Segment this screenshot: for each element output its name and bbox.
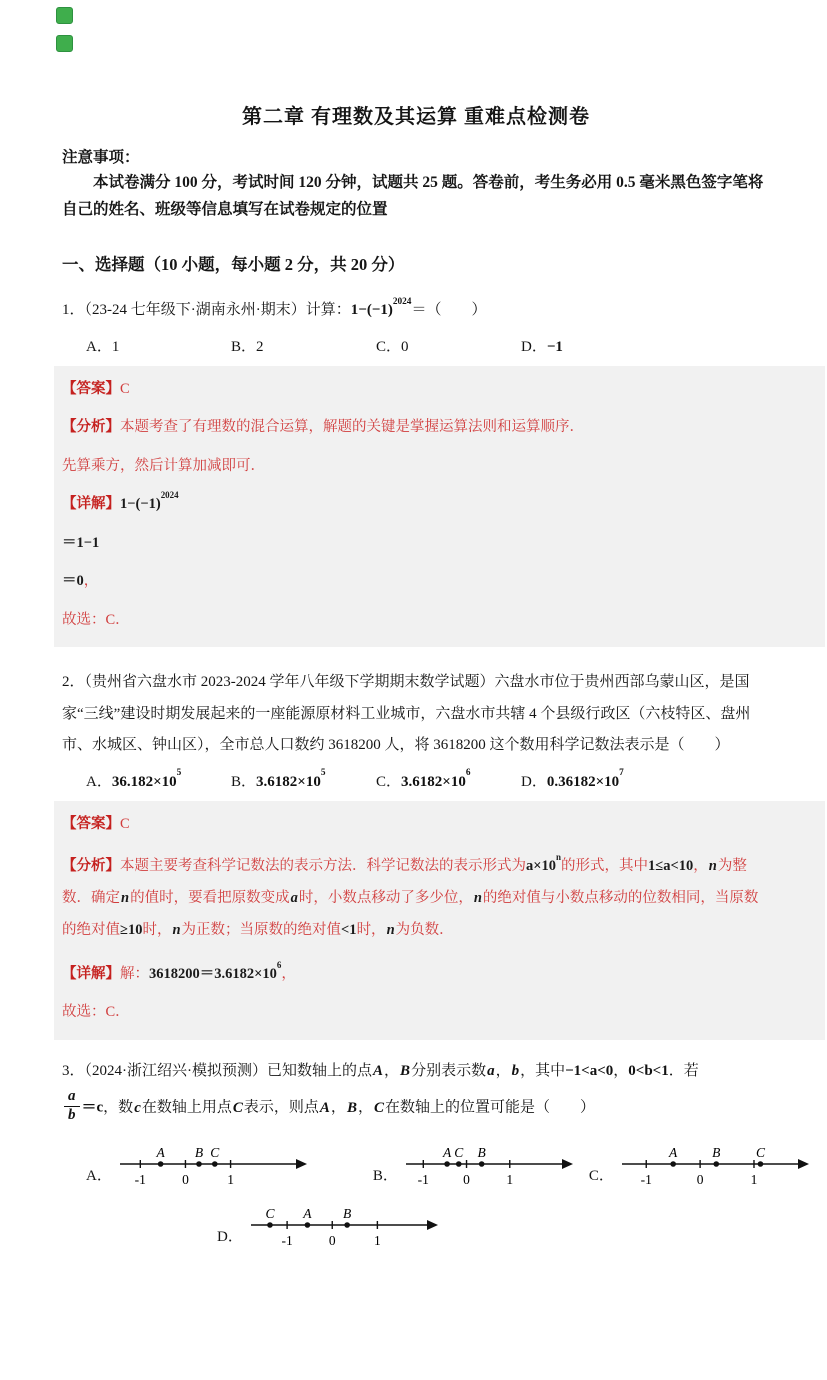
option-label: B． [372, 1167, 398, 1184]
option-label: D． [217, 1228, 243, 1245]
option-label: B． [231, 773, 257, 790]
svg-text:B: B [477, 1144, 486, 1160]
question-1-stem [62, 295, 770, 327]
option-label: C． [588, 1167, 614, 1184]
detail-marker: 【详解】 [62, 965, 120, 982]
question-3-text-2: ，数c在数轴上用点C表示，则点A，B，C在数轴上的位置可能是（ ） [103, 1099, 595, 1116]
question-3-stem [62, 1056, 770, 1088]
option-label: C． [376, 338, 402, 355]
option-value: $3.6182\times 10^5$ [256, 768, 326, 790]
question-3-option-d [217, 1205, 442, 1260]
option-value: 1 [111, 338, 120, 355]
answer-value: C [120, 815, 130, 832]
svg-text:0: 0 [696, 1171, 704, 1187]
solution-step [62, 524, 770, 562]
question-1-option-b [231, 335, 376, 356]
svg-text:A: A [156, 1144, 165, 1160]
svg-text:0: 0 [463, 1171, 470, 1187]
numberline-diagram-a [116, 1144, 311, 1199]
option-label: D． [521, 773, 547, 790]
svg-text:0: 0 [181, 1171, 189, 1187]
answer-value: C [120, 380, 130, 397]
svg-text:-1: -1 [281, 1232, 293, 1248]
analysis-line [62, 408, 770, 446]
answer-line [62, 805, 770, 843]
analysis-text: 本题主要考查科学记数法的表示方法．科学记数法的表示形式为$a\times 10^n$的形式，其中1≤a<10，n为整数．确定n的值时，要看把原数变成a时，小数点移动了多少位，n的绝对值与小数点移动的位数相同，当原数的绝对值≥10时，n为正数；当原数的绝对值<1时，n为负数． [62, 852, 759, 938]
analysis-marker: 【分析】 [62, 858, 120, 874]
detail-line [62, 955, 770, 993]
question-2-text: （贵州省六盘水市 2023-2024 学年八年级下学期期末数学试题）六盘水市位于贵州西部乌蒙山区，是国家“三线”建设时期发展起来的一座能源原材料工业城市，六盘水市共辖 4 个县级行政区（六枝特区、盘州市、水城区、钟山区），全市总人口数约 3618200 人，将 3618200 这个数用科学记数法表示是（ ） [62, 674, 751, 754]
question-1-options [62, 335, 770, 356]
section-heading: 一、选择题（10 小题，每小题 2 分，共 20 分） [62, 255, 405, 275]
svg-text:C: C [755, 1144, 765, 1160]
svg-text:C: C [210, 1144, 220, 1160]
answer-marker: 【答案】 [62, 380, 120, 397]
question-3-option-c [589, 1144, 813, 1199]
option-label: D． [521, 338, 547, 355]
svg-text:0: 0 [328, 1232, 336, 1248]
fraction-numerator: a [64, 1089, 80, 1107]
conclusion-text: 故选：C． [62, 611, 130, 628]
option-value: −1 [546, 338, 563, 355]
question-3-diagram-options [62, 1144, 770, 1199]
question-3-option-a [86, 1144, 311, 1199]
question-3-diagram-option-d-row [62, 1205, 770, 1260]
question-3-number: 3． [62, 1062, 85, 1079]
svg-text:1: 1 [750, 1171, 758, 1187]
question-1-answer-block [54, 366, 825, 647]
question-2-answer-block [54, 801, 825, 1040]
step-expression: ＝0， [62, 573, 99, 590]
svg-text:B: B [342, 1205, 352, 1221]
conclusion-text: 故选：C． [62, 1004, 130, 1021]
page-title: 第二章 有理数及其运算 重难点检测卷 [242, 106, 590, 128]
question-3-text: （2024·浙江绍兴·模拟预测）已知数轴上的点A，B分别表示数a，b，其中−1<a<0，0<b<1．若 [84, 1062, 699, 1079]
detail-line [62, 485, 770, 523]
svg-text:-1: -1 [134, 1171, 146, 1187]
question-2-option-d [521, 770, 624, 791]
question-3-stem-line-2 [62, 1089, 770, 1128]
question-2-options [62, 770, 770, 791]
notice-heading: 注意事项： [62, 149, 140, 166]
svg-text:B: B [194, 1144, 203, 1160]
option-label: C． [376, 773, 402, 790]
conclusion-line [62, 601, 770, 639]
svg-text:C: C [454, 1144, 464, 1160]
option-value: $3.6182\times 10^6$ [401, 768, 471, 790]
question-2-number: 2． [62, 674, 85, 691]
detail-expression: 解：$3618200=3.6182\times 10^6$， [120, 959, 296, 982]
green-square-icon [56, 7, 73, 24]
option-label: B． [231, 338, 257, 355]
question-3-option-b [373, 1144, 577, 1199]
question-1-option-a [86, 335, 231, 356]
analysis-marker: 【分析】 [62, 419, 120, 436]
svg-text:1: 1 [373, 1232, 381, 1248]
green-square-icon [56, 35, 73, 52]
analysis-text: 先算乘方，然后计算加减即可． [62, 457, 265, 474]
question-1-number: 1． [62, 302, 85, 319]
option-value: $0.36182\times 10^7$ [546, 768, 624, 790]
option-label: A． [86, 773, 112, 790]
numberline-diagram-c [618, 1144, 813, 1199]
conclusion-line [62, 993, 770, 1031]
svg-text:-1: -1 [417, 1171, 429, 1187]
analysis-line-2 [62, 447, 770, 485]
question-1-option-c [376, 335, 521, 356]
question-2-stem [62, 667, 770, 762]
svg-text:A: A [303, 1205, 312, 1221]
svg-text:B: B [712, 1144, 721, 1160]
detail-expression: $1-(-1)^{2024}$ [120, 490, 179, 513]
solution-step [62, 562, 770, 600]
detail-marker: 【详解】 [62, 496, 120, 513]
svg-text:C: C [265, 1205, 275, 1221]
fraction-a-over-b [64, 1089, 80, 1124]
question-2-option-a [86, 770, 231, 791]
option-label: A． [86, 1167, 112, 1184]
question-1-option-d [521, 335, 563, 356]
svg-text:A: A [668, 1144, 678, 1160]
svg-text:-1: -1 [640, 1171, 652, 1187]
step-expression: ＝1−1 [62, 534, 100, 551]
svg-text:1: 1 [227, 1171, 234, 1187]
fraction-equals: ＝c [81, 1099, 104, 1116]
answer-marker: 【答案】 [62, 815, 120, 832]
svg-text:1: 1 [506, 1171, 513, 1187]
question-2-option-b [231, 770, 376, 791]
question-1-text: （23-24 七年级下·湖南永州·期末）计算：$1-(-1)^{2024}=$（ ） [84, 297, 487, 319]
option-value: 0 [401, 338, 409, 355]
notice-paragraph: 本试卷满分 100 分，考试时间 120 分钟，试题共 25 题。答卷前，考生务必用 0.5 毫米黑色签字笔将自己的姓名、班级等信息填写在试卷规定的位置 [62, 174, 764, 219]
option-value: $36.182\times 10^5$ [111, 768, 182, 790]
analysis-line [62, 843, 770, 955]
question-2-option-c [376, 770, 521, 791]
numberline-diagram-b [402, 1144, 577, 1199]
numberline-diagram-d [247, 1205, 442, 1260]
analysis-text: 本题考查了有理数的混合运算，解题的关键是掌握运算法则和运算顺序． [120, 419, 584, 436]
fraction-denominator: b [68, 1106, 76, 1123]
answer-line [62, 370, 770, 408]
svg-text:A: A [442, 1144, 452, 1160]
option-label: A． [86, 338, 112, 355]
option-value: 2 [256, 338, 264, 355]
